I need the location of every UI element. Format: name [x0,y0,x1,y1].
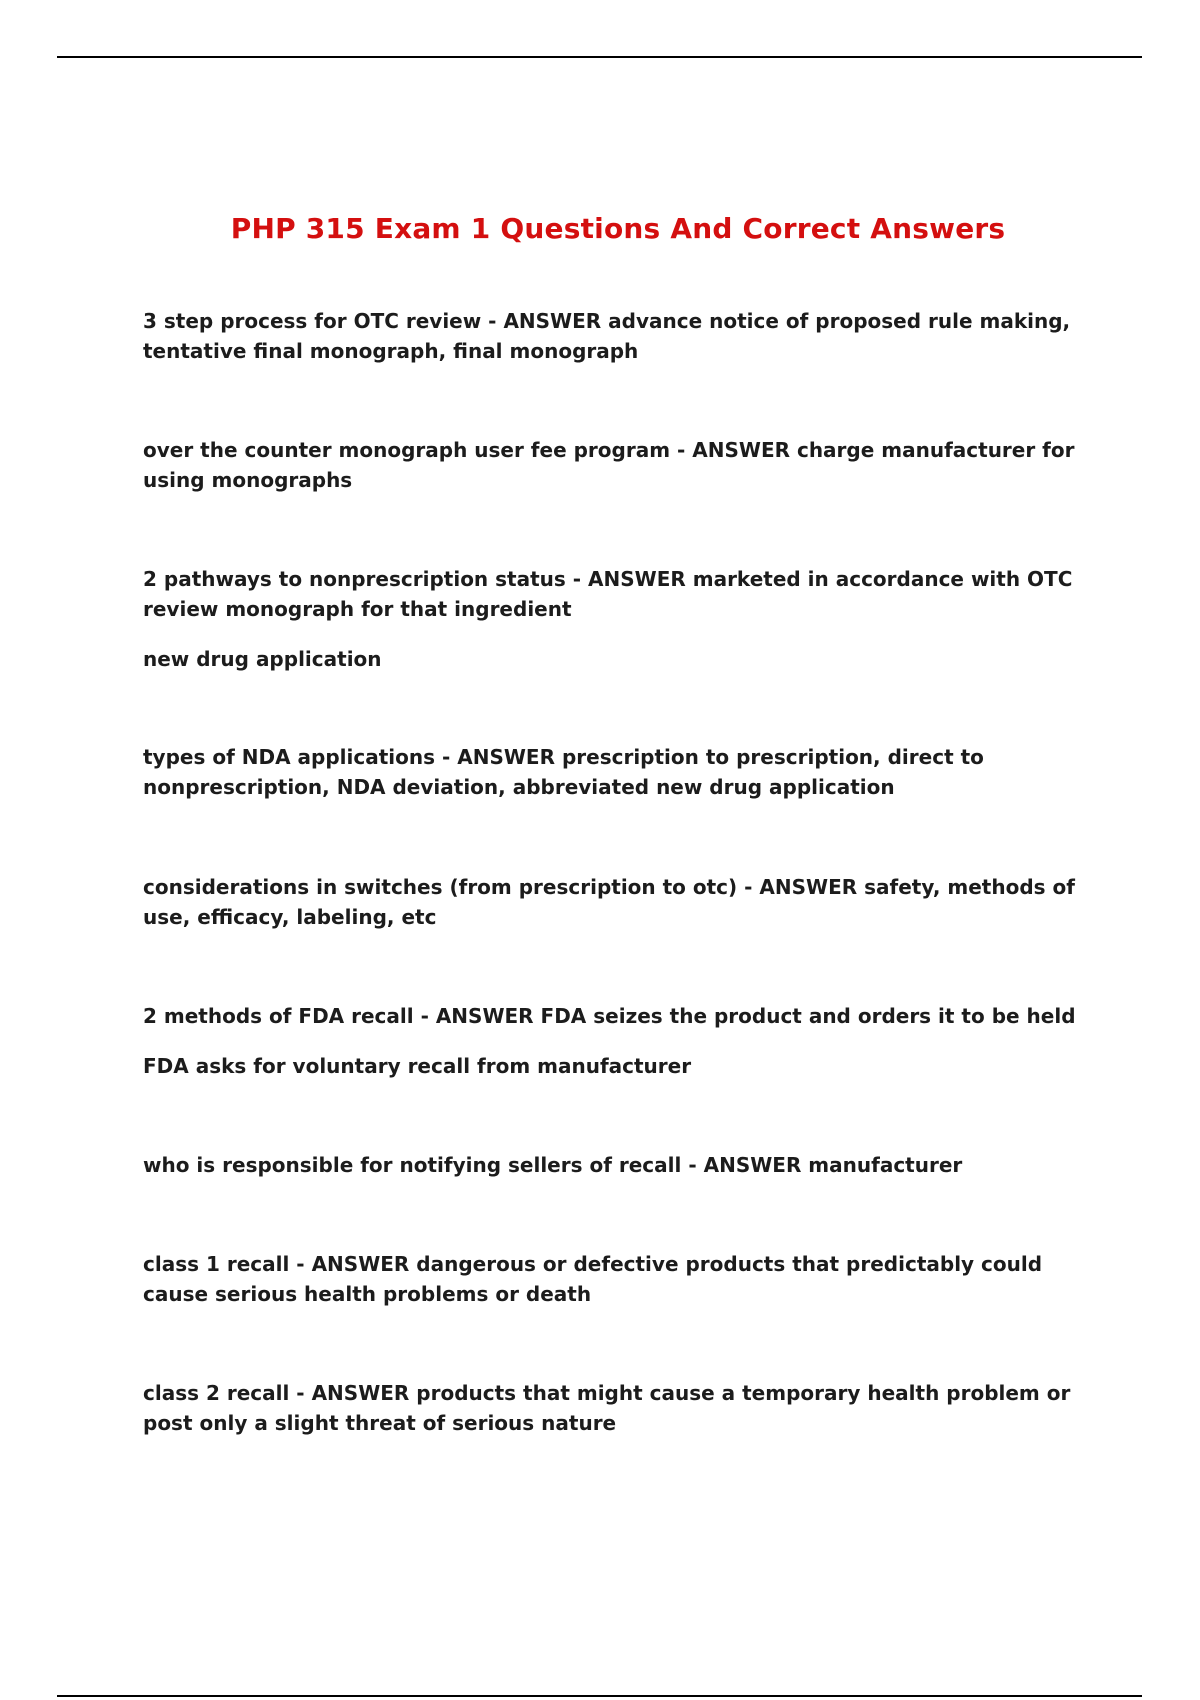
qa-text: class 1 recall - ANSWER dangerous or defective products that predictably could cause serious health problems or death [143,1252,1043,1306]
page-title: PHP 315 Exam 1 Questions And Correct Answers [230,211,1006,245]
qa-item-1 [143,306,1103,366]
qa-item-8 [143,1249,1103,1309]
qa-text: class 2 recall - ANSWER products that might cause a temporary health problem or post only a slight threat of serious nature [143,1381,1071,1435]
qa-text: types of NDA applications - ANSWER prescription to prescription, direct to nonprescription, NDA deviation, abbreviated new drug application [143,745,984,799]
qa-text: 2 methods of FDA recall - ANSWER FDA seizes the product and orders it to be held [143,1004,1076,1028]
qa-item-9 [143,1378,1103,1438]
qa-item-4 [143,742,1103,802]
qa-item-3 [143,564,1103,674]
qa-text: who is responsible for notifying sellers of recall - ANSWER manufacturer [143,1153,963,1177]
qa-item-7 [143,1150,1103,1180]
top-rule [57,56,1142,58]
qa-text: over the counter monograph user fee program - ANSWER charge manufacturer for using monographs [143,438,1075,492]
qa-text: considerations in switches (from prescription to otc) - ANSWER safety, methods of use, efficacy, labeling, etc [143,875,1075,929]
qa-item-2 [143,435,1103,495]
qa-text-continued: new drug application [143,647,382,671]
qa-item-6 [143,1001,1103,1081]
qa-item-5 [143,872,1103,932]
qa-text: 3 step process for OTC review - ANSWER advance notice of proposed rule making, tentative final monograph, final monograph [143,309,1071,363]
qa-text: 2 pathways to nonprescription status - ANSWER marketed in accordance with OTC review monograph for that ingredient [143,567,1073,621]
qa-text-continued: FDA asks for voluntary recall from manufacturer [143,1054,692,1078]
bottom-rule [57,1695,1142,1697]
